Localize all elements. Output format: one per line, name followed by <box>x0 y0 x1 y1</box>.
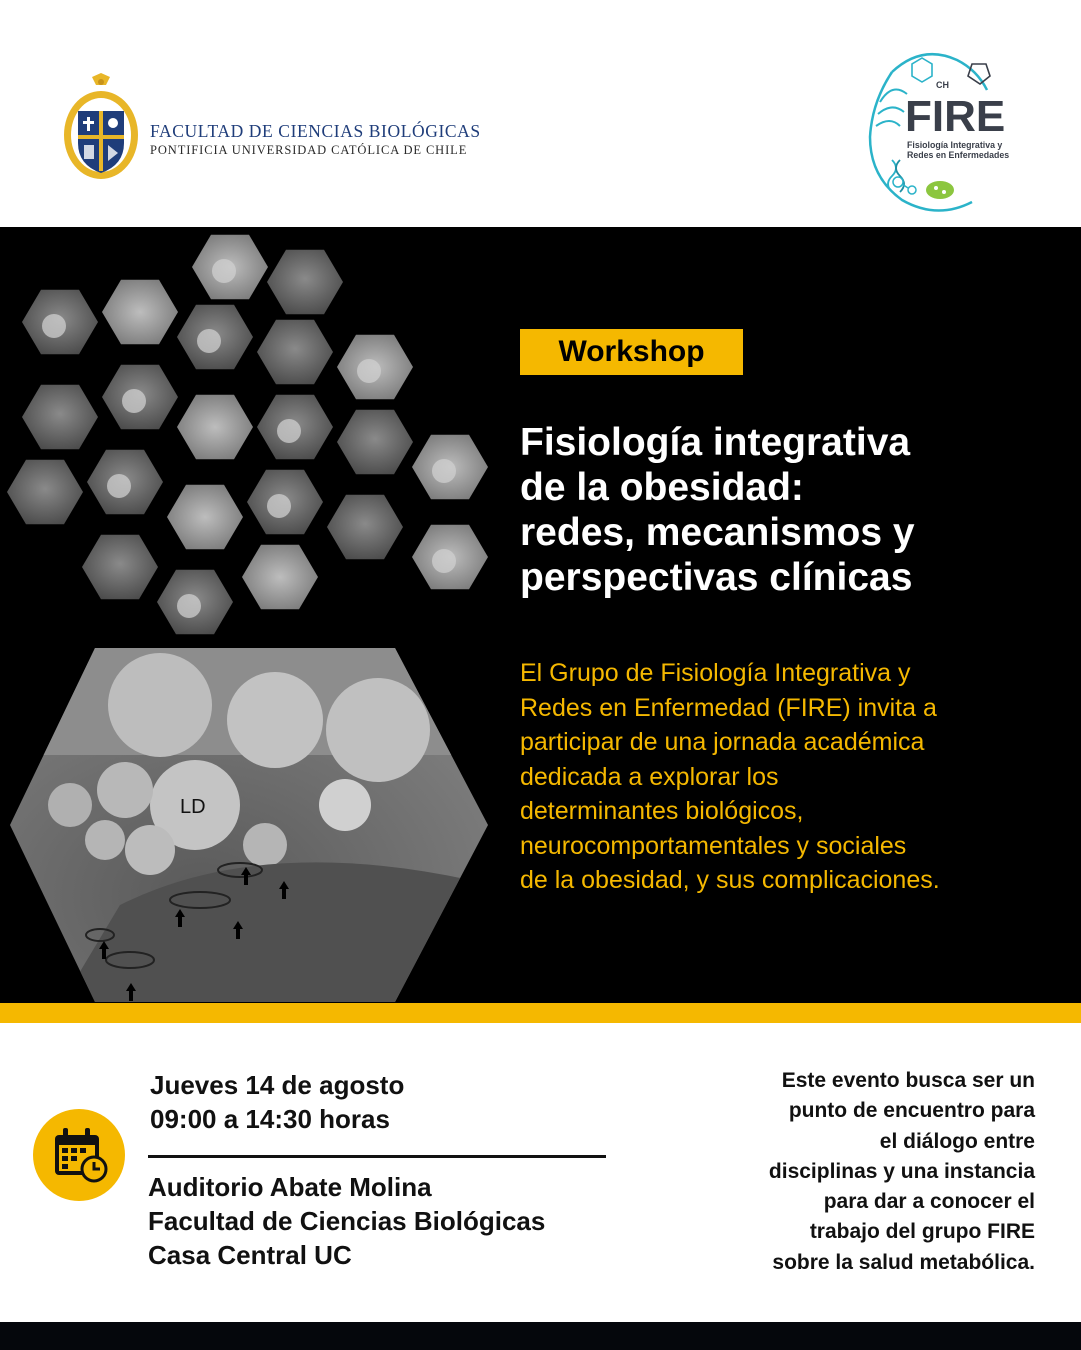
info-divider <box>148 1155 606 1158</box>
event-location-line: Casa Central UC <box>148 1240 352 1270</box>
lipid-droplet <box>277 419 301 443</box>
description-line: dedicada a explorar los <box>520 762 779 791</box>
microscopy-tile <box>102 280 178 345</box>
event-date: Jueves 14 de agosto <box>150 1070 405 1100</box>
lipid-droplet <box>177 594 201 618</box>
fire-logo-subtitle-2: Redes en Enfermedades <box>907 150 1010 160</box>
microscopy-tile <box>7 460 83 525</box>
event-title-line: Fisiología integrativa <box>520 421 911 464</box>
lipid-droplet <box>357 359 381 383</box>
note-line: Este evento busca ser un <box>781 1069 1035 1092</box>
microscopy-tile <box>257 320 333 385</box>
description-line: de la obesidad, y sus complicaciones. <box>520 866 940 894</box>
event-title <box>520 420 1060 600</box>
event-title-line: de la obesidad: <box>520 466 804 509</box>
microscopy-tile <box>82 535 158 600</box>
note-line: disciplinas y una instancia <box>768 1159 1035 1183</box>
lipid-droplet <box>432 549 456 573</box>
note-line: para dar a conocer el <box>823 1190 1035 1214</box>
microscopy-tile <box>327 495 403 560</box>
fire-logo-name: FIRE <box>905 92 1006 141</box>
microscopy-large-hex <box>0 645 500 1005</box>
lipid-droplet <box>267 494 291 518</box>
microscopy-tile <box>242 545 318 610</box>
note-line: el diálogo entre <box>879 1129 1035 1153</box>
microscopy-tile <box>337 410 413 475</box>
faculty-name: FACULTAD DE CIENCIAS BIOLÓGICAS <box>150 121 481 141</box>
lipid-droplet <box>42 314 66 338</box>
lipid-droplet <box>122 389 146 413</box>
event-location-line: Facultad de Ciencias Biológicas <box>148 1206 546 1236</box>
calendar-clock-icon <box>33 1109 125 1201</box>
event-description <box>520 656 1080 898</box>
microscopy-tile <box>22 385 98 450</box>
event-location-line: Auditorio Abate Molina <box>148 1172 432 1202</box>
lipid-droplet <box>197 329 221 353</box>
microscopy-tile <box>177 395 253 460</box>
lipid-droplet <box>212 259 236 283</box>
footer-bar <box>0 1322 1081 1350</box>
description-line: participar de una jornada académica <box>520 728 925 756</box>
description-line: neurocomportamentales y sociales <box>520 831 907 860</box>
lipid-droplet-label: LD <box>180 796 206 818</box>
university-name: PONTIFICIA UNIVERSIDAD CATÓLICA DE CHILE <box>150 143 468 157</box>
header <box>0 0 1081 227</box>
microscopy-tile <box>167 485 243 550</box>
note-line: trabajo del grupo FIRE <box>809 1220 1035 1244</box>
description-line: Redes en Enfermedad (FIRE) invita a <box>520 693 937 722</box>
event-note <box>675 1066 1035 1278</box>
uc-crest-logo <box>62 73 140 181</box>
microscopy-tile <box>267 250 343 315</box>
calendar-icon-badge <box>33 1109 125 1201</box>
event-title-line: redes, mecanismos y <box>520 511 915 554</box>
fire-logo-subtitle-1: Fisiología Integrativa y <box>907 140 1003 150</box>
description-line: El Grupo de Fisiología Integrativa y <box>520 659 911 687</box>
event-title-line: perspectivas clínicas <box>520 556 913 599</box>
workshop-badge: Workshop <box>520 329 743 375</box>
microscopy-hex-grid <box>0 227 520 647</box>
note-line: sobre la salud metabólica. <box>772 1250 1035 1274</box>
description-line: determinantes biológicos, <box>520 797 804 825</box>
fire-logo-ch-label: CH <box>936 80 949 90</box>
lipid-droplet <box>107 474 131 498</box>
accent-divider <box>0 1003 1081 1023</box>
event-time: 09:00 a 14:30 horas <box>150 1104 390 1134</box>
note-line: punto de encuentro para <box>788 1099 1035 1123</box>
lipid-droplet <box>432 459 456 483</box>
